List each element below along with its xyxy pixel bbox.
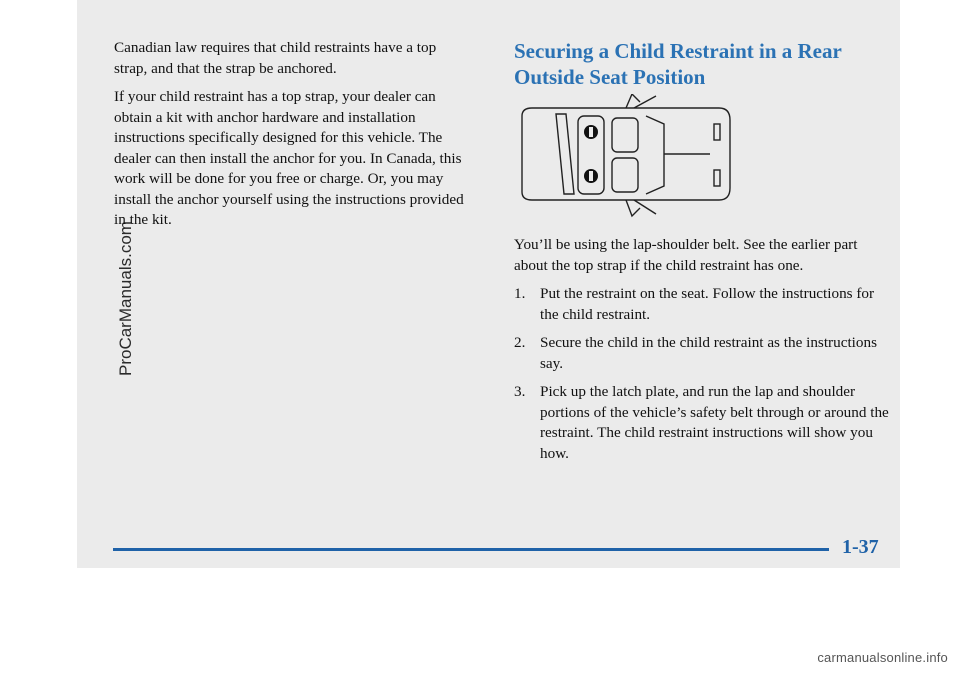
paragraph-top-strap-kit: If your child restraint has a top strap, your dealer can obtain a kit with anchor hardware and installation instructions specifically designed for this vehicle. The dealer can then install the anchor for you. In Canada, this work will be done for you free or charge. Or, you may install the anchor yourself using the instructions provided in the kit.: [114, 88, 464, 228]
right-column: [514, 38, 889, 462]
paragraph-canadian-law: Canadian law requires that child restraints have a top strap, and that the strap be anchored.: [114, 39, 437, 77]
list-item: [514, 284, 889, 325]
mirror-top: [714, 124, 720, 140]
door-top: [634, 96, 656, 108]
right-body: [514, 235, 889, 472]
rear-window: [556, 114, 574, 194]
front-seat-right: [612, 158, 638, 192]
instruction-steps: [514, 284, 889, 464]
step-number: 1.: [514, 285, 526, 302]
door-bottom: [634, 200, 656, 214]
front-seat-left: [612, 118, 638, 152]
page-number: 1-37: [842, 536, 879, 558]
step-text: Secure the child in the child restraint as the instructions say.: [540, 334, 877, 372]
step-text: Pick up the latch plate, and run the lap and shoulder portions of the vehicle’s safety belt through or around the restraint. The child restraint instructions will show you how.: [540, 383, 889, 462]
step-number: 2.: [514, 334, 526, 351]
restraint-marker-bottom-inner: [589, 171, 593, 181]
list-item: [514, 382, 889, 464]
step-text: Put the restraint on the seat. Follow the instructions for the child restraint.: [540, 285, 875, 323]
child-restraint-markers: [584, 125, 598, 183]
section-heading: Securing a Child Restraint in a Rear Outside Seat Position: [514, 39, 842, 89]
watermark-carmanualsonline: carmanualsonline.info: [817, 650, 948, 665]
left-column: [114, 38, 472, 239]
windshield: [646, 116, 664, 194]
step-number: 3.: [514, 383, 526, 400]
paragraph-lap-shoulder: You’ll be using the lap-shoulder belt. See the earlier part about the top strap if the child restraint has one.: [514, 236, 858, 274]
watermark-procarmanuals: ProCarManuals.com: [116, 221, 135, 376]
list-item: [514, 333, 889, 374]
restraint-marker-top-inner: [589, 127, 593, 137]
vehicle-seat-diagram: [514, 94, 744, 224]
footer-rule: [113, 548, 829, 551]
mirror-bottom: [714, 170, 720, 186]
